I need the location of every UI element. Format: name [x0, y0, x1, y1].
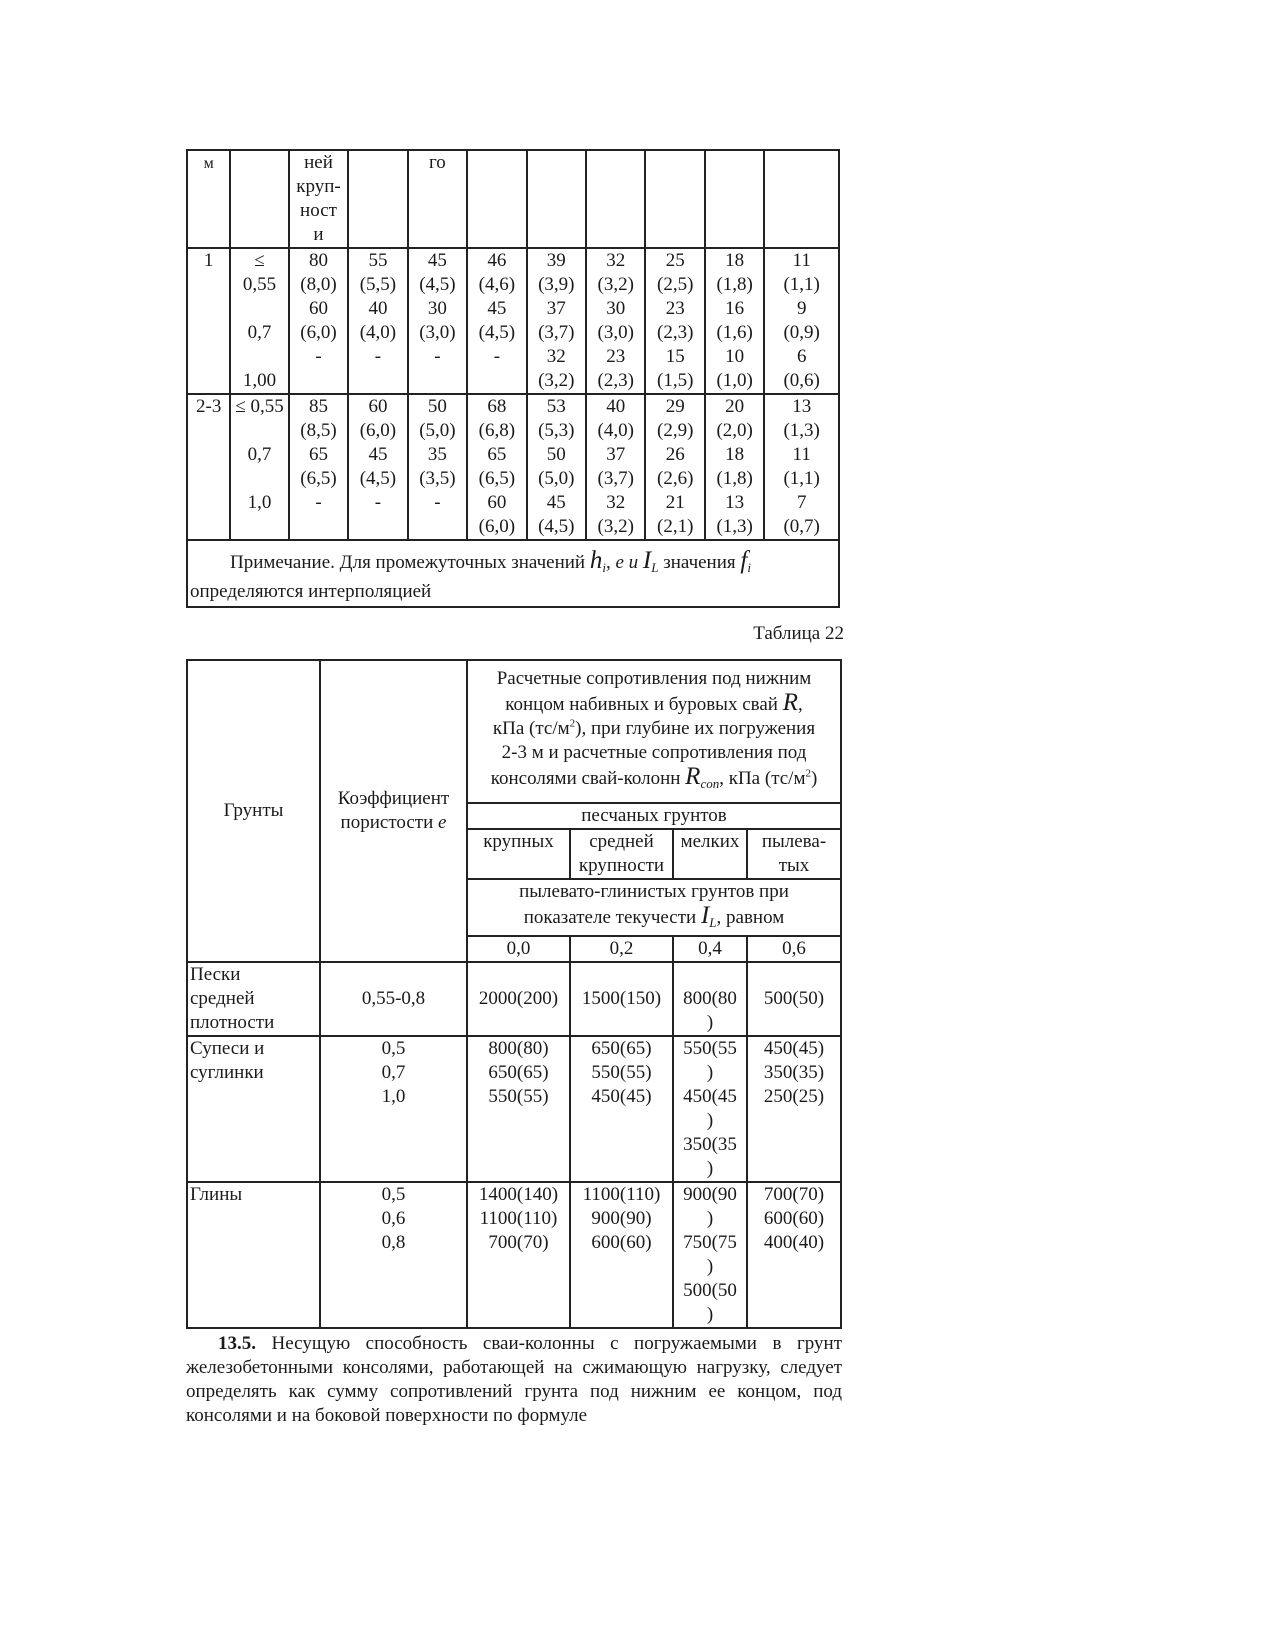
cell-line: (1,3): [783, 420, 820, 441]
cell-line: (1,0): [716, 370, 753, 391]
cell-line: 450(45): [591, 1086, 652, 1107]
value-cell: [527, 248, 586, 394]
cell-line: 23: [665, 298, 685, 319]
cell-line: 37: [606, 444, 626, 465]
value-cell: [527, 394, 586, 540]
cell-line: 10: [725, 346, 745, 367]
table-caption: Таблица 22: [753, 623, 844, 644]
header-cell: [467, 150, 526, 248]
cell-line: 0,8: [381, 1232, 406, 1253]
soil-cell: [187, 962, 320, 1036]
cell-line: 250(25): [763, 1086, 825, 1107]
cell-line: (3,2): [538, 370, 575, 391]
cell-line: (1,5): [657, 370, 694, 391]
cell-line: 700(70): [488, 1232, 549, 1253]
value-cell: [705, 248, 764, 394]
cell-line: (3,2): [597, 516, 634, 537]
value-cell: [747, 1182, 841, 1328]
cell-line: 26: [665, 444, 685, 465]
cell-line: (6,0): [300, 322, 337, 343]
cell-line: ): [706, 1158, 714, 1179]
value-cell: [289, 248, 348, 394]
value-cell: [289, 394, 348, 540]
cell-line: 0,55-0,8: [361, 988, 426, 1009]
cell-line: Пески: [190, 964, 241, 985]
cell-line: 40: [368, 298, 388, 319]
cell-line: (8,5): [300, 420, 337, 441]
cell-line: 1500(150): [581, 988, 662, 1009]
value-cell: [570, 962, 673, 1036]
header-porosity: Коэффициент пористости e: [320, 660, 467, 962]
cell-line: 65: [487, 444, 507, 465]
cell-line: (1,1): [783, 468, 820, 489]
cell-line: 50: [546, 444, 566, 465]
cell-line: 45: [546, 492, 566, 513]
cell-line: 450(45: [683, 1086, 737, 1107]
cell-line: [411, 369, 464, 393]
value-cell: [747, 962, 841, 1036]
cell-line: ): [706, 1208, 714, 1229]
cell-line: 18: [725, 250, 745, 271]
header-il: 0,0: [467, 936, 570, 962]
cell-line: ): [706, 1110, 714, 1131]
cell-line: 700(70): [763, 1184, 825, 1205]
cell-line: 0,55: [242, 274, 277, 295]
header-cell: [230, 150, 288, 248]
table-row: [187, 394, 839, 540]
cell-line: 18: [725, 444, 745, 465]
value-cell: [586, 394, 645, 540]
value-cell: [467, 962, 570, 1036]
table-resistance: [186, 659, 842, 1329]
cell-line: [292, 515, 345, 539]
cell-line: 55: [368, 250, 388, 271]
cell-line: Глины: [190, 1184, 243, 1205]
cell-line: 0,5: [381, 1184, 406, 1205]
cell-line: 30: [606, 298, 626, 319]
cell-line: (4,5): [478, 322, 516, 343]
cell-line: 450(45): [763, 1038, 825, 1059]
cell-line: (1,1): [783, 274, 820, 295]
cell-line: 0,6: [381, 1208, 406, 1229]
soil-cell: [187, 1182, 320, 1328]
header-sand-fine: мелких: [673, 829, 747, 879]
cell-line: 1,00: [242, 370, 277, 391]
cell-line: 800(80: [683, 988, 737, 1009]
value-cell: [348, 248, 407, 394]
cell-line: 0,7: [247, 322, 272, 343]
cell-line: (0,6): [783, 370, 820, 391]
cell-line: 45: [487, 298, 507, 319]
cell-line: 1400(140): [478, 1184, 559, 1205]
table-header-row: [187, 660, 841, 803]
cell-line: 350(35: [683, 1134, 737, 1155]
cell-line: (5,0): [419, 420, 456, 441]
header-soils: Грунты: [187, 660, 320, 962]
header-cell: [705, 150, 764, 248]
header-cell: [645, 150, 704, 248]
value-cell: [764, 394, 839, 540]
value-cell: [467, 1036, 570, 1182]
value-cell: [705, 394, 764, 540]
cell-line: (1,3): [716, 516, 753, 537]
cell-line: ≤ 0,55: [235, 396, 284, 417]
cell-line: (4,5): [538, 516, 575, 537]
header-cell: [586, 150, 645, 248]
cell-line: 9: [796, 298, 807, 319]
cell-line: 37: [546, 298, 566, 319]
cell-line: -: [434, 346, 441, 367]
cell-line: (1,8): [716, 274, 753, 295]
header-sand-silty: пылева- тых: [747, 829, 841, 879]
cell-line: -: [315, 492, 322, 513]
cell-line: 40: [606, 396, 626, 417]
cell-line: -: [374, 492, 382, 513]
table-row: [187, 248, 839, 394]
cell-line: (2,1): [657, 516, 694, 537]
header-cell: го: [408, 150, 467, 248]
cell-line: [351, 515, 404, 539]
cell-line: 750(75: [683, 1232, 737, 1253]
cell-line: (3,0): [419, 322, 456, 343]
cell-line: (8,0): [300, 274, 337, 295]
cell-line: ): [706, 1304, 714, 1325]
cell-line: (2,3): [597, 370, 634, 391]
cell-line: (6,8): [478, 420, 516, 441]
cell-line: 46: [487, 250, 507, 271]
cell-line: 0,5: [381, 1038, 406, 1059]
cell-line: (4,5): [359, 468, 397, 489]
header-cell: ней круп- ност и: [289, 150, 348, 248]
paragraph-13-5: [186, 1332, 842, 1428]
header-resistance: Расчетные сопротивления под нижним концом набивных и буровых свай R, кПа $(тс/м^2)$, при глубине их погружения 2-3 м и расчетные сопротивления под консолями свай-колонн $R_{con}$, кПа $(тс/м^2)$: [467, 660, 841, 803]
cell-line: -: [434, 492, 441, 513]
cell-line: 550(55): [488, 1086, 549, 1107]
header-cell: [527, 150, 586, 248]
cell-line: [233, 419, 285, 443]
cell-line: 0,7: [247, 444, 272, 465]
cell-line: 1,0: [247, 492, 272, 513]
paragraph-number: 13.5.: [218, 1333, 256, 1354]
cell-line: 400(40): [763, 1232, 825, 1253]
value-cell: [570, 1182, 673, 1328]
porosity-cell: [230, 248, 288, 394]
cell-line: 500(50: [683, 1280, 737, 1301]
cell-line: 500(50): [763, 988, 825, 1009]
value-cell: [467, 1182, 570, 1328]
header-il: 0,6: [747, 936, 841, 962]
cell-line: (5,5): [359, 274, 397, 295]
cell-line: 800(80): [488, 1038, 549, 1059]
cell-line: (3,2): [597, 274, 634, 295]
cell-line: (4,0): [359, 322, 397, 343]
value-cell: [408, 248, 467, 394]
value-cell: [673, 962, 747, 1036]
value-cell: [467, 394, 526, 540]
cell-line: (4,0): [597, 420, 634, 441]
cell-line: (2,3): [657, 322, 694, 343]
porosity-cell: [320, 962, 467, 1036]
group-label: 1: [187, 248, 230, 394]
cell-line: (2,6): [657, 468, 694, 489]
table-header-row: [187, 150, 839, 248]
cell-line: 550(55): [591, 1062, 652, 1083]
cell-line: (4,5): [419, 274, 456, 295]
cell-line: 13: [725, 492, 745, 513]
cell-line: (3,5): [419, 468, 456, 489]
cell-line: (3,0): [597, 322, 634, 343]
value-cell: [467, 248, 526, 394]
cell-line: ): [706, 1062, 714, 1083]
cell-line: [292, 369, 345, 393]
value-cell: [586, 248, 645, 394]
cell-line: 11: [792, 250, 811, 271]
cell-line: 20: [725, 396, 745, 417]
cell-line: 600(60): [763, 1208, 825, 1229]
cell-line: (6,0): [478, 516, 516, 537]
cell-line: (5,3): [538, 420, 575, 441]
table-row: [187, 1036, 841, 1182]
cell-line: 32: [606, 250, 626, 271]
cell-line: 1100(110): [582, 1184, 661, 1205]
cell-line: -: [315, 346, 322, 367]
header-il: 0,2: [570, 936, 673, 962]
header-cell: м: [187, 150, 230, 248]
cell-line: (3,9): [538, 274, 575, 295]
cell-line: ): [706, 1012, 714, 1033]
cell-line: [233, 297, 285, 321]
cell-line: 50: [427, 396, 447, 417]
cell-line: 350(35): [763, 1062, 825, 1083]
header-clay: пылевато-глинистых грунтов при показателе текучести $I_L$, равном: [467, 879, 841, 936]
value-cell: [764, 248, 839, 394]
cell-line: [470, 369, 523, 393]
table-friction: [186, 149, 840, 608]
cell-line: 45: [427, 250, 447, 271]
value-cell: [570, 1036, 673, 1182]
cell-line: (0,9): [783, 322, 820, 343]
cell-line: 0,7: [381, 1062, 406, 1083]
value-cell: [645, 394, 704, 540]
cell-line: 7: [796, 492, 807, 513]
header-cell: [764, 150, 839, 248]
porosity-cell: [320, 1036, 467, 1182]
cell-line: 900(90: [683, 1184, 737, 1205]
cell-line: 600(60): [591, 1232, 652, 1253]
cell-line: (2,5): [657, 274, 694, 295]
cell-line: 39: [546, 250, 566, 271]
cell-line: плотности: [190, 1012, 275, 1033]
paragraph-text: Несущую способность сваи-колонны с погружаемыми в грунт железобетонными консолями, работающей на сжимающую нагрузку, следует определять как сумму сопротивлений грунта под нижним ее концом, под консолями и на боковой поверхности по формуле: [186, 1333, 842, 1426]
cell-line: средней: [190, 988, 255, 1009]
cell-line: (0,7): [783, 516, 820, 537]
cell-line: (2,0): [716, 420, 753, 441]
cell-line: 11: [792, 444, 811, 465]
cell-line: (5,0): [538, 468, 575, 489]
table-row: [187, 1182, 841, 1328]
header-il: 0,4: [673, 936, 747, 962]
cell-line: (3,7): [538, 322, 575, 343]
cell-line: (4,6): [478, 274, 516, 295]
cell-line: 80: [308, 250, 328, 271]
table-row: [187, 962, 841, 1036]
cell-line: (1,6): [716, 322, 753, 343]
cell-line: 30: [427, 298, 447, 319]
soil-cell: Супеси и суглинки: [187, 1036, 320, 1182]
cell-line: 29: [665, 396, 685, 417]
group-label: 2-3: [187, 394, 230, 540]
cell-line: (6,5): [478, 468, 516, 489]
header-cell: [348, 150, 407, 248]
cell-line: -: [493, 346, 501, 367]
value-cell: [348, 394, 407, 540]
header-sand-medium: средней крупности: [570, 829, 673, 879]
value-cell: [673, 1036, 747, 1182]
cell-line: (3,7): [597, 468, 634, 489]
cell-line: 85: [308, 396, 328, 417]
cell-line: 45: [368, 444, 388, 465]
cell-line: -: [374, 346, 382, 367]
cell-line: [351, 369, 404, 393]
porosity-cell: [320, 1182, 467, 1328]
porosity-cell: [230, 394, 288, 540]
cell-line: 32: [606, 492, 626, 513]
cell-line: 25: [665, 250, 685, 271]
cell-line: (6,0): [359, 420, 397, 441]
cell-line: 60: [368, 396, 388, 417]
cell-line: 1,0: [381, 1086, 406, 1107]
cell-line: 60: [487, 492, 507, 513]
cell-line: (6,5): [300, 468, 337, 489]
cell-line: (2,9): [657, 420, 694, 441]
cell-line: ≤: [254, 250, 265, 271]
cell-line: 35: [427, 444, 447, 465]
cell-line: 68: [487, 396, 507, 417]
cell-line: [411, 515, 464, 539]
header-sand: песчаных грунтов: [467, 803, 841, 829]
cell-line: 60: [308, 298, 328, 319]
cell-line: 21: [665, 492, 685, 513]
cell-line: 900(90): [591, 1208, 652, 1229]
cell-line: 53: [546, 396, 566, 417]
cell-line: 15: [665, 346, 685, 367]
cell-line: 16: [725, 298, 745, 319]
cell-line: 32: [546, 346, 566, 367]
value-cell: [645, 248, 704, 394]
cell-line: [233, 345, 285, 369]
note-row: [187, 540, 839, 607]
cell-line: [233, 515, 285, 539]
cell-line: [233, 467, 285, 491]
value-cell: [408, 394, 467, 540]
cell-line: 23: [606, 346, 626, 367]
cell-line: 650(65): [488, 1062, 549, 1083]
cell-line: 13: [792, 396, 812, 417]
cell-line: ): [706, 1256, 714, 1277]
cell-line: 6: [796, 346, 807, 367]
cell-line: 550(55: [683, 1038, 737, 1059]
header-sand-coarse: крупных: [467, 829, 570, 879]
cell-line: 65: [308, 444, 328, 465]
value-cell: [673, 1182, 747, 1328]
cell-line: 1100(110): [479, 1208, 558, 1229]
value-cell: [747, 1036, 841, 1182]
cell-line: (1,8): [716, 468, 753, 489]
cell-line: 2000(200): [478, 988, 559, 1009]
cell-line: 650(65): [591, 1038, 652, 1059]
table-note: Примечание. Для промежуточных значений $h_i$, e и $I_L$ значения $f_i$ определяются интерполяцией: [187, 540, 839, 607]
